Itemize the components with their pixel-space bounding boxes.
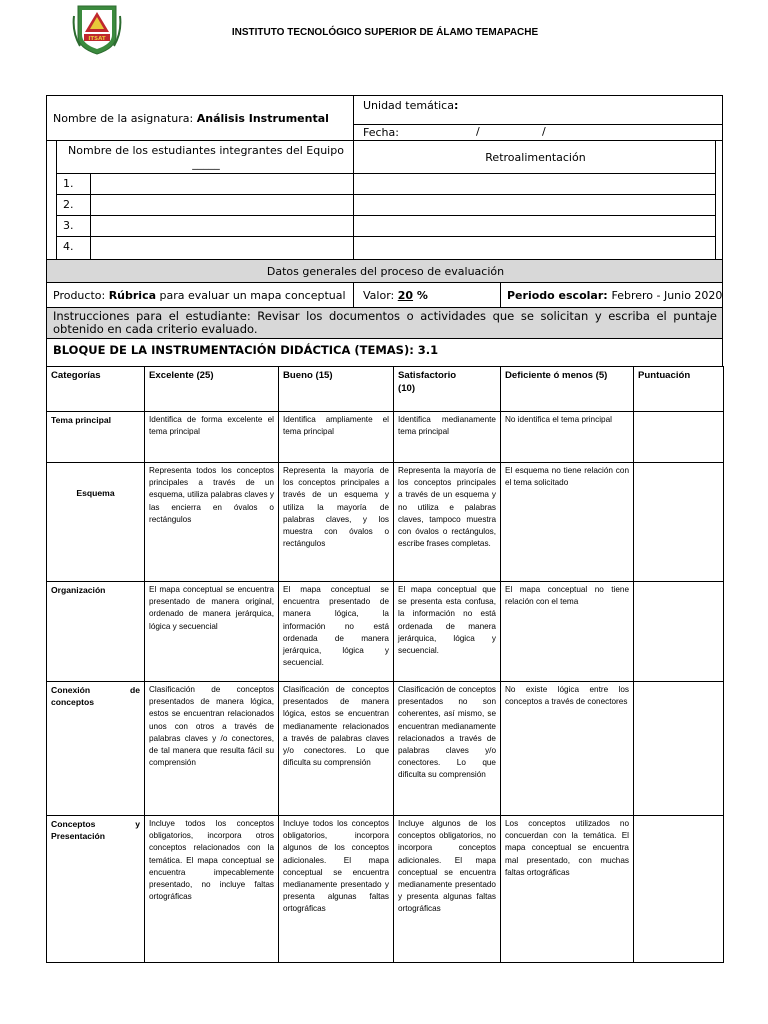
deficiente-cell: El mapa conceptual no tiene relación con el tema xyxy=(501,582,634,682)
excelente-cell: Identifica de forma excelente el tema principal xyxy=(145,412,279,463)
product-name: Rúbrica xyxy=(108,289,157,302)
students-blank: _____ xyxy=(192,157,220,170)
excelente-cell: Representa todos los conceptos principales a través de un esquema, utiliza palabras claves y las encierra en óvalos o rectángulos xyxy=(145,463,279,582)
col-header-puntuacion: Puntuación xyxy=(634,367,724,412)
date-cell[interactable] xyxy=(353,124,723,141)
col-header-bueno: Bueno (15) xyxy=(279,367,394,412)
satisfactorio-cell: Representa la mayoría de los conceptos principales a través de un esquema y no utiliza e palabras claves, tampoco muestra con óvalos o rectángulos, escribe frases completas. xyxy=(394,463,501,582)
rubric-header-row xyxy=(47,367,724,412)
feedback-header-cell xyxy=(353,140,716,174)
block-title-cell xyxy=(46,338,723,367)
bueno-cell: El mapa conceptual se encuentra presentado de manera lógica, la información no está ordenada de manera jerárquica, lógica y secuencial. xyxy=(279,582,394,682)
satisfactorio-cell: El mapa conceptual que se presenta esta confusa, la información no está ordenada de manera jerárquica, lógica y secuencial. xyxy=(394,582,501,682)
category-cell: Esquema xyxy=(47,463,145,582)
col-header-satisfactorio: Satisfactorio (10) xyxy=(394,367,501,412)
date-separator: / xyxy=(476,125,480,138)
satisfactorio-cell: Incluye algunos de los conceptos obligatorios, no incorpora conceptos adicionales. El mapa conceptual se encuentra medianamente presentado y presenta algunas faltas ortográficas xyxy=(394,816,501,963)
score-cell[interactable] xyxy=(634,816,724,963)
deficiente-cell: No existe lógica entre los conceptos a través de conectores xyxy=(501,682,634,816)
unit-label: Unidad temática xyxy=(363,99,454,112)
category-cell: Conexión de conceptos xyxy=(47,682,145,816)
date-separator: / xyxy=(542,125,546,138)
period-label: Periodo escolar: xyxy=(507,289,612,302)
bueno-cell: Clasificación de conceptos presentados de manera lógica, estos se encuentran medianamente relacionados a través de palabras claves y/o conectores. Lo que dificulta su comprensión xyxy=(279,682,394,816)
table-row xyxy=(47,682,724,816)
value-cell: Valor: 20 % xyxy=(353,282,501,308)
period-cell xyxy=(500,282,723,308)
instructions-band xyxy=(46,307,723,339)
table-row xyxy=(47,582,724,682)
student-row[interactable] xyxy=(56,173,716,195)
deficiente-cell: El esquema no tiene relación con el tema solicitado xyxy=(501,463,634,582)
subject-value: Análisis Instrumental xyxy=(196,112,329,125)
category-cell: Organización xyxy=(47,582,145,682)
feedback-label: Retroalimentación xyxy=(485,151,586,164)
satisfactorio-cell: Identifica medianamente tema principal xyxy=(394,412,501,463)
col-header-categorias: Categorías xyxy=(47,367,145,412)
excelente-cell: Clasificación de conceptos presentados de manera lógica, estos se encuentran relacionados unos con otros a través de palabras claves y /o conectores, de tal manera que resulta fácil su comprensión xyxy=(145,682,279,816)
block-title: BLOQUE DE LA INSTRUMENTACIÓN DIDÁCTICA (TEMAS): 3.1 xyxy=(53,343,439,357)
bueno-cell: Representa la mayoría de los conceptos principales a través de un esquema y utiliza la mayoría de palabras claves, y los muestra con óvalos o rectángulos xyxy=(279,463,394,582)
rubric-table xyxy=(46,366,724,963)
score-cell[interactable] xyxy=(634,582,724,682)
general-data-band xyxy=(46,259,723,283)
table-row xyxy=(47,463,724,582)
deficiente-cell: Los conceptos utilizados no concuerdan con la temática. El mapa conceptual se encuentra mal presentado, con muchas faltas ortográficas xyxy=(501,816,634,963)
student-number: 3. xyxy=(63,219,74,232)
bueno-cell: Identifica ampliamente el tema principal xyxy=(279,412,394,463)
svg-text:ITSAT: ITSAT xyxy=(88,36,106,42)
instructions-text: Instrucciones para el estudiante: Revisar los documentos o actividades que se solicitan y escriba el puntaje obtenido en cada criterio evaluado. xyxy=(53,309,717,336)
period-value: Febrero - Junio 2020 xyxy=(611,289,723,302)
col-header-deficiente: Deficiente ó menos (5) xyxy=(501,367,634,412)
institute-logo xyxy=(72,2,122,56)
student-row[interactable] xyxy=(56,215,716,237)
students-label: Nombre de los estudiantes integrantes del Equipo xyxy=(68,144,344,157)
student-row[interactable] xyxy=(56,194,716,216)
subject-label: Nombre de la asignatura: xyxy=(53,112,197,125)
date-label: Fecha: xyxy=(363,126,399,139)
product-cell: Producto: Rúbrica para evaluar un mapa conceptual xyxy=(46,282,354,308)
score-cell[interactable] xyxy=(634,682,724,816)
students-header-cell xyxy=(56,140,354,174)
table-row xyxy=(47,412,724,463)
student-number: 1. xyxy=(63,177,74,190)
bueno-cell: Incluye todos los conceptos obligatorios, incorpora algunos de los conceptos adicionales. El mapa conceptual se encuentra medianamente presentado y presenta algunas faltas ortográficas xyxy=(279,816,394,963)
student-number: 2. xyxy=(63,198,74,211)
category-cell: Tema principal xyxy=(47,412,145,463)
general-data-title: Datos generales del proceso de evaluación xyxy=(266,265,505,278)
table-row xyxy=(47,816,724,963)
deficiente-cell: No identifica el tema principal xyxy=(501,412,634,463)
student-number: 4. xyxy=(63,240,74,253)
student-row[interactable] xyxy=(56,236,716,260)
col-header-excelente: Excelente (25) xyxy=(145,367,279,412)
institute-name: INSTITUTO TECNOLÓGICO SUPERIOR DE ÁLAMO TEMAPACHE xyxy=(231,27,539,38)
satisfactorio-cell: Clasificación de conceptos presentados no son coherentes, así mismo, se encuentran medianamente relacionados a través de palabras claves y/o conectores. Lo que dificulta su comprensión xyxy=(394,682,501,816)
unit-cell[interactable]: Unidad temática: xyxy=(353,95,723,125)
score-cell[interactable] xyxy=(634,463,724,582)
excelente-cell: El mapa conceptual se encuentra presentado de manera original, ordenado de manera jerárquica, lógica y secuencial xyxy=(145,582,279,682)
value-amount: 20 xyxy=(397,289,414,302)
excelente-cell: Incluye todos los conceptos obligatorios, incorpora otros conceptos relacionados con la temática. El mapa conceptual se encuentra impecablemente presentado, no incluye faltas ortográficas xyxy=(145,816,279,963)
subject-cell xyxy=(46,95,354,141)
category-cell: Conceptos y Presentación xyxy=(47,816,145,963)
score-cell[interactable] xyxy=(634,412,724,463)
